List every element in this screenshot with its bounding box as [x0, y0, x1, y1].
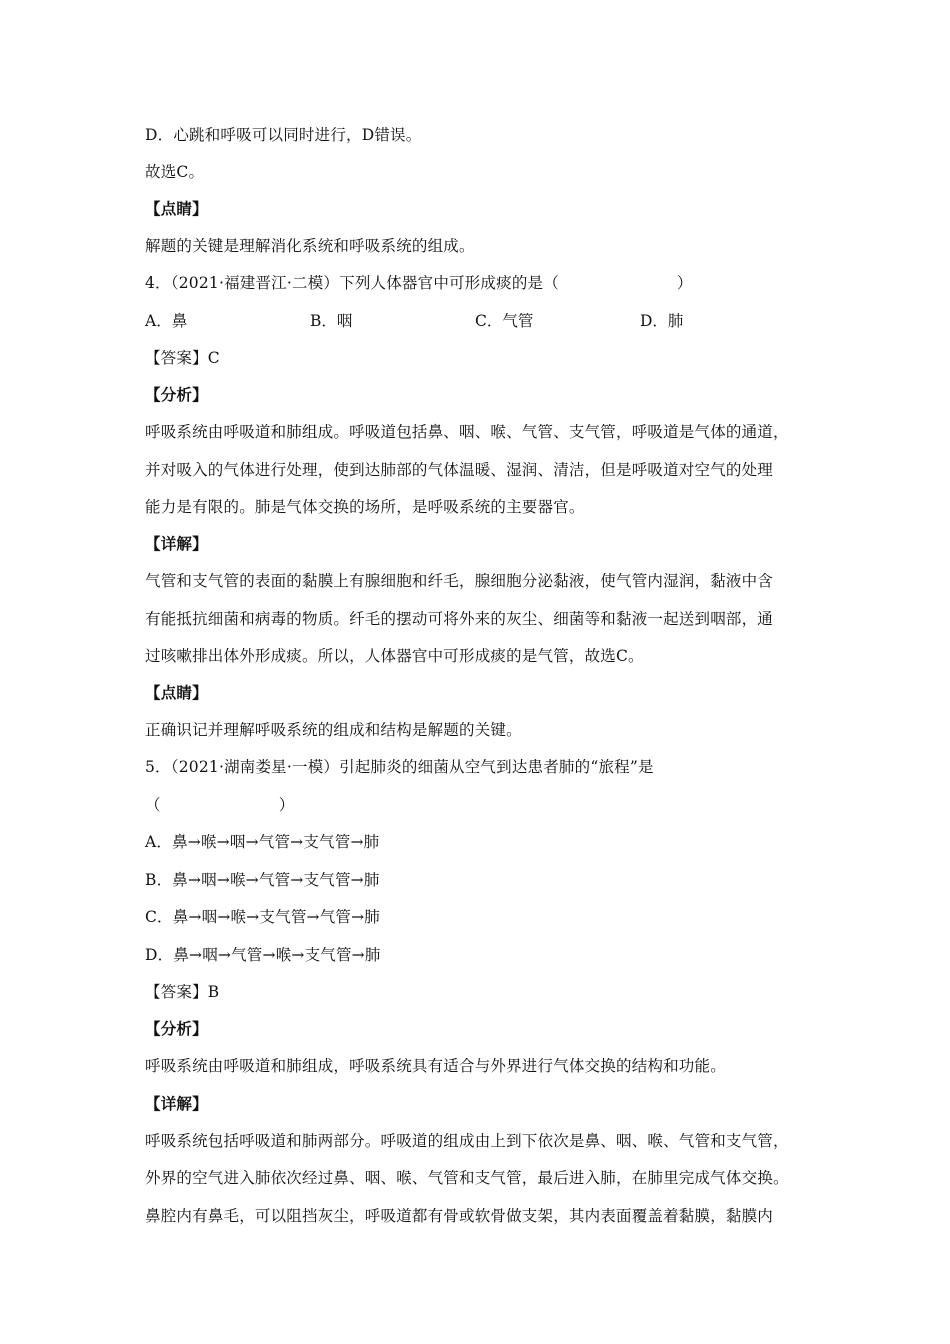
question-4-option-d: D．肺 [640, 312, 684, 330]
question-5-answer: 【答案】B [145, 983, 220, 1001]
question-4-answer: 【答案】C [145, 349, 220, 367]
question-4-analysis-line-2: 并对吸入的气体进行处理，使到达肺部的气体温暖、湿润、清洁，但是呼吸道对空气的处理 [145, 461, 774, 479]
question-5-detail-line-3: 鼻腔内有鼻毛，可以阻挡灰尘，呼吸道都有骨或软骨做支架，其内表面覆盖着黏膜，黏膜内 [145, 1207, 774, 1225]
question-5-analysis-heading: 【分析】 [145, 1019, 208, 1038]
question-4-detail-line-1: 气管和支气管的表面的黏膜上有腺细胞和纤毛，腺细胞分泌黏液，使气管内湿润，黏液中含 [145, 572, 774, 590]
question-4-close-paren: ） [676, 274, 693, 292]
question-4-option-a: A．鼻 [145, 312, 188, 330]
question-5-detail-heading: 【详解】 [145, 1094, 208, 1113]
section-heading-key-point: 【点睛】 [145, 199, 208, 218]
question-4-stem [145, 273, 815, 293]
key-point-text: 解题的关键是理解消化系统和呼吸系统的组成。 [145, 237, 475, 255]
question-5-analysis-line-1: 呼吸系统由呼吸道和肺组成，呼吸系统具有适合与外界进行气体交换的结构和功能。 [145, 1057, 726, 1075]
question-5-option-d: D．鼻→咽→气管→喉→支气管→肺 [145, 946, 381, 964]
question-4-option-b: B．咽 [310, 312, 353, 330]
question-5-open-paren: （ [145, 796, 161, 814]
question-5-option-c: C．鼻→咽→喉→支气管→气管→肺 [145, 908, 380, 926]
question-4-analysis-line-1: 呼吸系统由呼吸道和肺组成。呼吸道包括鼻、咽、喉、气管、支气管，呼吸道是气体的通道， [145, 423, 789, 441]
question-5-option-b: B．鼻→咽→喉→气管→支气管→肺 [145, 871, 380, 889]
question-4-option-c: C．气管 [475, 312, 534, 330]
question-5-detail-line-2: 外界的空气进入肺依次经过鼻、咽、喉、气管和支气管，最后进入肺，在肺里完成气体交换。 [145, 1169, 789, 1187]
question-4-point-heading: 【点睛】 [145, 683, 208, 702]
question-4-stem-text: 4．（2021·福建晋江·二模）下列人体器官中可形成痰的是（ [145, 274, 559, 292]
question-5-close-paren: ） [278, 796, 295, 814]
question-5-option-a: A．鼻→喉→咽→气管→支气管→肺 [145, 833, 380, 851]
question-4-analysis-line-3: 能力是有限的。肺是气体交换的场所，是呼吸系统的主要器官。 [145, 498, 585, 516]
question-4-detail-heading: 【详解】 [145, 534, 208, 553]
question-4-point-text: 正确识记并理解呼吸系统的组成和结构是解题的关键。 [145, 721, 522, 739]
question-5-stem: 5．（2021·湖南娄星·一模）引起肺炎的细菌从空气到达患者肺的“旅程”是 [145, 758, 654, 776]
conclusion-text: 故选C。 [145, 163, 205, 181]
question-4-detail-line-3: 过咳嗽排出体外形成痰。所以，人体器官中可形成痰的是气管，故选C。 [145, 647, 644, 665]
question-5-detail-line-1: 呼吸系统包括呼吸道和肺两部分。呼吸道的组成由上到下依次是鼻、咽、喉、气管和支气管， [145, 1132, 789, 1150]
question-4-detail-line-2: 有能抵抗细菌和病毒的物质。纤毛的摆动可将外来的灰尘、细菌等和黏液一起送到咽部，通 [145, 610, 774, 628]
question-4-analysis-heading: 【分析】 [145, 385, 208, 404]
option-d-explanation: D．心跳和呼吸可以同时进行，D错误。 [145, 126, 422, 144]
question-5-paren-line [145, 795, 815, 815]
